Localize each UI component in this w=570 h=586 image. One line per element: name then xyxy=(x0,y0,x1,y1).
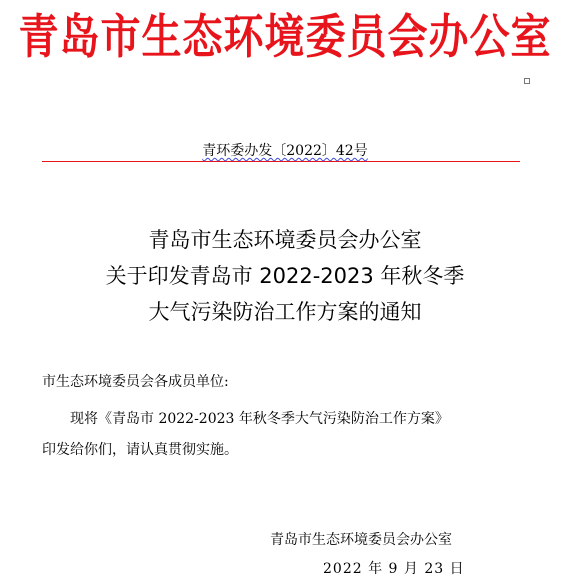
document-title xyxy=(0,222,570,330)
body-paragraph xyxy=(42,404,542,466)
document-number xyxy=(0,141,570,161)
paragraph-anchor-mark xyxy=(524,78,530,84)
body-line-2: 印发给你们，请认真贯彻实施。 xyxy=(42,442,238,458)
red-header-organization: 青岛市生态环境委员会办公室 xyxy=(18,9,552,65)
signature-date: 2022 年 9 月 23 日 xyxy=(323,561,465,577)
document-number-text: 青环委办发〔2022〕42号 xyxy=(202,143,368,159)
title-line-2: 关于印发青岛市 2022-2023 年秋冬季 xyxy=(105,264,465,288)
title-line-1: 青岛市生态环境委员会办公室 xyxy=(148,228,422,252)
body-line-1: 现将《青岛市 2022-2023 年秋冬季大气污染防治工作方案》 xyxy=(70,411,449,427)
salutation: 市生态环境委员会各成员单位: xyxy=(42,374,229,390)
red-separator-line xyxy=(42,161,520,162)
title-line-3: 大气污染防治工作方案的通知 xyxy=(148,300,422,324)
signature-organization: 青岛市生态环境委员会办公室 xyxy=(270,532,452,548)
